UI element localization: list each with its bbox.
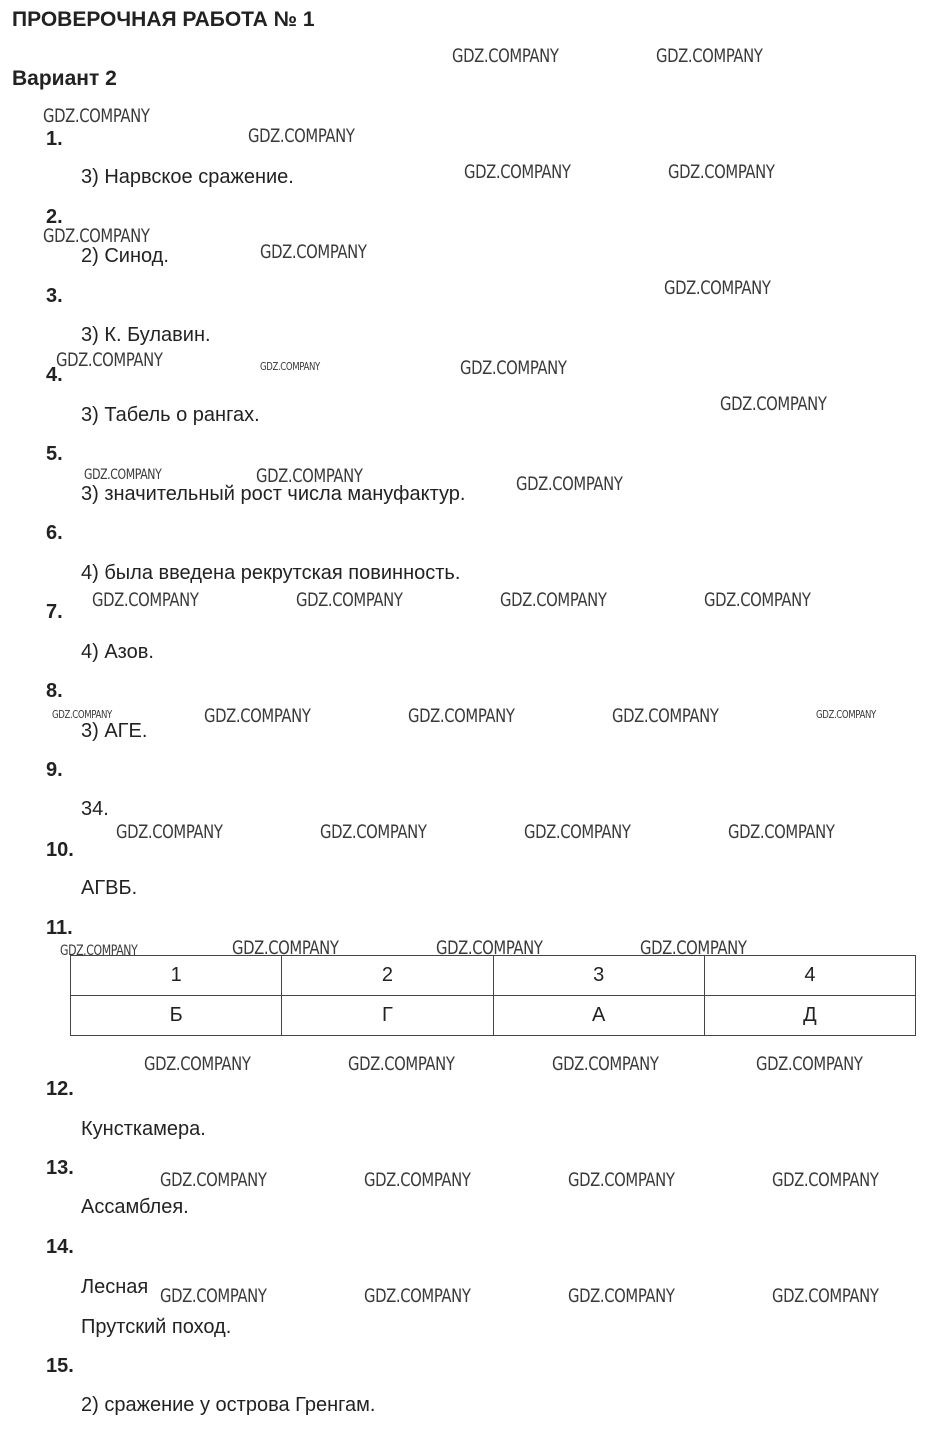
question-number: 2. [46, 206, 63, 228]
watermark: GDZ.COMPANY [43, 105, 150, 127]
watermark: GDZ.COMPANY [248, 125, 355, 147]
question-number: 12. [46, 1078, 74, 1100]
question-number: 9. [46, 759, 63, 781]
question-number: 5. [46, 443, 63, 465]
answer-text: АГВБ. [81, 877, 138, 899]
watermark: GDZ.COMPANY [612, 705, 719, 727]
table-cell: А [493, 996, 704, 1036]
answer-text: Ассамблея. [81, 1196, 189, 1218]
table-cell: 3 [493, 956, 704, 996]
table-cell: Д [704, 996, 915, 1036]
watermark: GDZ.COMPANY [524, 821, 631, 843]
question-number: 14. [46, 1236, 74, 1258]
watermark: GDZ.COMPANY [664, 277, 771, 299]
table-cell: 1 [71, 956, 282, 996]
answer-text: 3) АГЕ. [81, 720, 148, 742]
watermark: GDZ.COMPANY [43, 225, 150, 247]
answer-text-second-line: Прутский поход. [81, 1316, 232, 1338]
answer-text: Кунсткамера. [81, 1118, 206, 1140]
question-number: 13. [46, 1157, 74, 1179]
table-header-row [71, 956, 916, 996]
question-number: 10. [46, 839, 74, 861]
watermark: GDZ.COMPANY [464, 161, 571, 183]
watermark: GDZ.COMPANY [160, 1285, 267, 1307]
answer-text: 3) Нарвское сражение. [81, 166, 294, 188]
answer-text: 3) Табель о рангах. [81, 404, 260, 426]
answer-text: 3) К. Булавин. [81, 324, 211, 346]
watermark: GDZ.COMPANY [364, 1169, 471, 1191]
watermark: GDZ.COMPANY [60, 943, 138, 959]
question-number: 11. [46, 917, 73, 939]
watermark: GDZ.COMPANY [364, 1285, 471, 1307]
table-cell: Б [71, 996, 282, 1036]
question-number: 1. [46, 128, 63, 150]
watermark: GDZ.COMPANY [704, 589, 811, 611]
watermark: GDZ.COMPANY [348, 1053, 455, 1075]
question-number: 7. [46, 601, 63, 623]
question-number: 8. [46, 680, 63, 702]
answer-text: 2) Синод. [81, 245, 169, 267]
watermark: GDZ.COMPANY [92, 589, 199, 611]
question-number: 3. [46, 285, 63, 307]
question-number: 4. [46, 364, 63, 386]
table-row [71, 996, 916, 1036]
watermark: GDZ.COMPANY [160, 1169, 267, 1191]
question-number: 15. [46, 1355, 74, 1377]
watermark: GDZ.COMPANY [116, 821, 223, 843]
answer-text: 4) была введена рекрутская повинность. [81, 562, 461, 584]
watermark: GDZ.COMPANY [320, 821, 427, 843]
watermark: GDZ.COMPANY [756, 1053, 863, 1075]
watermark: GDZ.COMPANY [728, 821, 835, 843]
watermark: GDZ.COMPANY [436, 937, 543, 959]
watermark: GDZ.COMPANY [260, 241, 367, 263]
watermark: GDZ.COMPANY [296, 589, 403, 611]
answer-text: 2) сражение у острова Гренгам. [81, 1394, 376, 1416]
watermark: GDZ.COMPANY [144, 1053, 251, 1075]
watermark: GDZ.COMPANY [500, 589, 607, 611]
table-cell: Г [282, 996, 493, 1036]
watermark: GDZ.COMPANY [204, 705, 311, 727]
table-cell: 2 [282, 956, 493, 996]
answer-text: Лесная [81, 1276, 149, 1298]
watermark: GDZ.COMPANY [460, 357, 567, 379]
question-number: 6. [46, 522, 63, 544]
variant-heading: Вариант 2 [12, 67, 117, 90]
table-cell: 4 [704, 956, 915, 996]
watermark: GDZ.COMPANY [56, 349, 163, 371]
watermark: GDZ.COMPANY [52, 708, 112, 721]
watermark: GDZ.COMPANY [656, 45, 763, 67]
watermark: GDZ.COMPANY [552, 1053, 659, 1075]
watermark: GDZ.COMPANY [720, 393, 827, 415]
watermark: GDZ.COMPANY [516, 473, 623, 495]
watermark: GDZ.COMPANY [568, 1285, 675, 1307]
watermark: GDZ.COMPANY [772, 1169, 879, 1191]
answer-text: 3) значительный рост числа мануфактур. [81, 483, 466, 505]
watermark: GDZ.COMPANY [408, 705, 515, 727]
watermark: GDZ.COMPANY [640, 937, 747, 959]
watermark: GDZ.COMPANY [452, 45, 559, 67]
watermark: GDZ.COMPANY [816, 708, 876, 721]
watermark: GDZ.COMPANY [568, 1169, 675, 1191]
matching-table [70, 955, 916, 1036]
watermark: GDZ.COMPANY [256, 465, 363, 487]
watermark: GDZ.COMPANY [84, 467, 162, 483]
watermark: GDZ.COMPANY [772, 1285, 879, 1307]
page-title: ПРОВЕРОЧНАЯ РАБОТА № 1 [12, 8, 315, 31]
answer-text: 4) Азов. [81, 641, 154, 663]
watermark: GDZ.COMPANY [232, 937, 339, 959]
watermark: GDZ.COMPANY [668, 161, 775, 183]
answer-text: 34. [81, 798, 109, 820]
watermark: GDZ.COMPANY [260, 360, 320, 373]
